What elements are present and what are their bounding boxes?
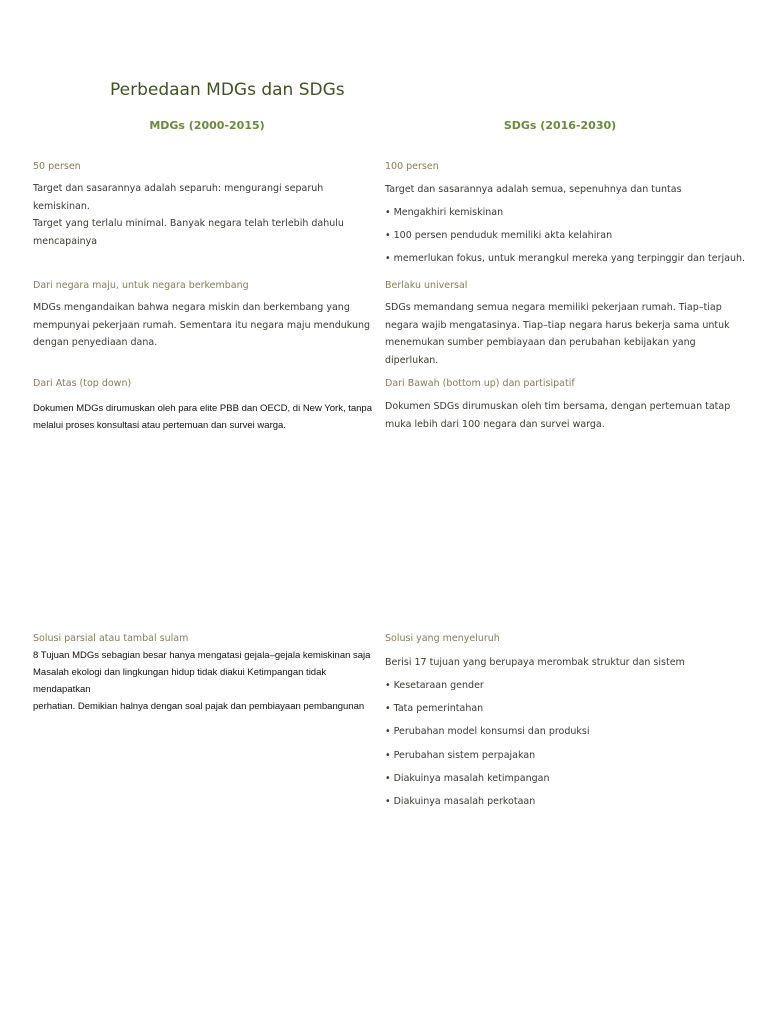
list-item-text: Mengakhiri kemiskinan bbox=[393, 207, 504, 218]
row3-sdgs-label: Dari Bawah (bottom up) dan partisipatif bbox=[385, 378, 575, 389]
list-item-text: Diakuinya masalah ketimpangan bbox=[393, 773, 550, 784]
list-item-text: Perubahan model konsumsi dan produksi bbox=[393, 726, 590, 737]
list-item-text: Kesetaraan gender bbox=[393, 680, 484, 691]
text-line: muka lebih dari 100 negara dan survei warga. bbox=[385, 418, 605, 430]
text-line: melalui proses konsultasi atau pertemuan dan survei warga. bbox=[33, 420, 286, 431]
list-item bbox=[385, 703, 740, 714]
row3-mdgs-text bbox=[33, 400, 383, 434]
list-item bbox=[385, 253, 746, 264]
list-item-text: Tata pemerintahan bbox=[393, 703, 484, 714]
row1-mdgs-label: 50 persen bbox=[33, 161, 81, 172]
list-item-text: 100 persen penduduk memiliki akta kelahiran bbox=[393, 230, 613, 241]
text-line: mempunyai pekerjaan rumah. Sementara itu negara maju mendukung bbox=[33, 319, 371, 331]
text-line: diperlukan. bbox=[385, 354, 439, 366]
text-line: dengan penyediaan dana. bbox=[33, 337, 158, 348]
list-item bbox=[385, 796, 740, 807]
list-item bbox=[385, 680, 740, 691]
text-line: Dokumen MDGs dirumuskan oleh para elite PBB dan OECD, di New York, tanpa bbox=[33, 403, 372, 414]
bullet-icon: • bbox=[385, 703, 391, 714]
row2-mdgs-text bbox=[33, 299, 383, 352]
list-item-text: Diakuinya masalah perkotaan bbox=[393, 796, 536, 807]
bullet-icon: • bbox=[385, 680, 391, 691]
text-line: menemukan sumber pembiayaan dan perubahan kebijakan yang bbox=[385, 337, 696, 348]
row3-sdgs-text bbox=[385, 398, 740, 433]
list-item-text: Perubahan sistem perpajakan bbox=[393, 750, 536, 761]
row3-mdgs-label: Dari Atas (top down) bbox=[33, 378, 132, 389]
bullet-icon: • bbox=[385, 726, 391, 737]
text-line: Dokumen SDGs dirumuskan oleh tim bersama, dengan pertemuan tatap bbox=[385, 401, 731, 412]
text-line: SDGs memandang semua negara memiliki pekerjaan rumah. Tiap–tiap bbox=[385, 302, 722, 313]
text-line: perhatian. Demikian halnya dengan soal pajak dan pembiayaan pembangunan bbox=[33, 701, 365, 712]
column-heading-sdgs: SDGs (2016-2030) bbox=[503, 119, 617, 132]
row4-mdgs-label: Solusi parsial atau tambal sulam bbox=[33, 633, 189, 644]
list-item bbox=[385, 750, 740, 761]
list-item bbox=[385, 773, 740, 784]
bullet-icon: • bbox=[385, 253, 391, 264]
row2-mdgs-label: Dari negara maju, untuk negara berkembang bbox=[33, 280, 249, 291]
row2-sdgs-label: Berlaku universal bbox=[385, 280, 468, 291]
list-item-text: memerlukan fokus, untuk merangkul mereka yang terpinggir dan terjauh. bbox=[393, 253, 746, 264]
text-line: MDGs mengandaikan bahwa negara miskin dan berkembang yang bbox=[33, 302, 350, 313]
text-line: 8 Tujuan MDGs sebagian besar hanya mengatasi gejala–gejala kemiskinan saja bbox=[33, 650, 371, 661]
list-item bbox=[385, 726, 740, 737]
row1-mdgs-text bbox=[33, 180, 383, 250]
row4-mdgs-text bbox=[33, 647, 383, 715]
list-item bbox=[385, 207, 740, 218]
row4-sdgs-label: Solusi yang menyeluruh bbox=[385, 633, 500, 644]
text-line: Target yang terlalu minimal. Banyak negara telah terlebih dahulu bbox=[33, 218, 344, 229]
column-heading-mdgs: MDGs (2000-2015) bbox=[149, 119, 265, 132]
bullet-icon: • bbox=[385, 796, 391, 807]
bullet-icon: • bbox=[385, 207, 391, 218]
text-line: negara wajib mengatasinya. Tiap–tiap negara harus bekerja sama untuk bbox=[385, 319, 730, 331]
row1-sdgs-intro: Target dan sasarannya adalah semua, sepenuhnya dan tuntas bbox=[385, 184, 682, 195]
page-title: Perbedaan MDGs dan SDGs bbox=[110, 80, 345, 100]
row2-sdgs-text bbox=[385, 299, 740, 369]
bullet-icon: • bbox=[385, 230, 391, 241]
text-line: mencapainya bbox=[33, 235, 98, 247]
text-line: Masalah ekologi dan lingkungan hidup tidak diakui Ketimpangan tidak mendapatkan bbox=[33, 667, 327, 695]
row4-sdgs-intro: Berisi 17 tujuan yang berupaya merombak struktur dan sistem bbox=[385, 657, 685, 668]
list-item bbox=[385, 230, 740, 241]
text-line: Target dan sasarannya adalah separuh: mengurangi separuh kemiskinan. bbox=[33, 183, 324, 212]
bullet-icon: • bbox=[385, 773, 391, 784]
row1-sdgs-label: 100 persen bbox=[385, 161, 439, 172]
bullet-icon: • bbox=[385, 750, 391, 761]
